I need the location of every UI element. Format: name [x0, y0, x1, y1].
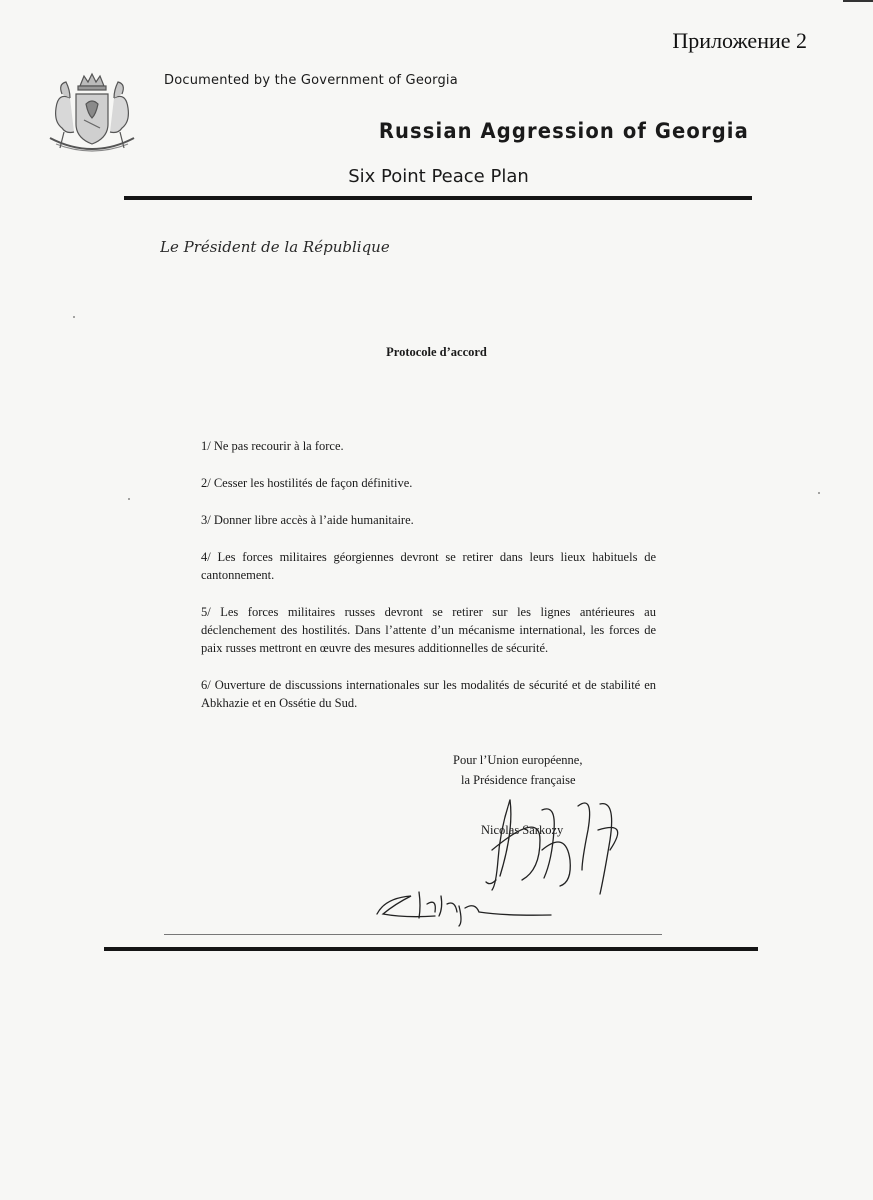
presidential-letterhead [160, 233, 390, 259]
page-subtitle [0, 166, 873, 187]
scan-speck [818, 492, 820, 494]
signature-line-union: Pour l’Union européenne, [453, 753, 583, 767]
footer-divider [104, 947, 758, 951]
point-2: 2/ Cesser les hostilités de façon définitive. [201, 476, 413, 490]
header-divider [124, 196, 752, 200]
protocol-heading: Protocole d’accord [386, 345, 487, 359]
signature-line-presidency: la Présidence française [461, 773, 576, 787]
annex-label: Приложение 2 [672, 28, 807, 53]
signature-block [420, 750, 620, 790]
signature-underline [164, 934, 662, 935]
point-4: 4/ Les forces militaires géorgiennes devront se retirer dans leurs lieux habituels de cantonnement. [201, 550, 656, 582]
coat-of-arms-icon [40, 68, 144, 160]
point-3: 3/ Donner libre accès à l’aide humanitaire. [201, 513, 414, 527]
second-signature-icon [375, 882, 555, 927]
letterhead-text: Le Président de la République [160, 238, 390, 256]
page-title: Russian Aggression of Georgia [378, 119, 749, 143]
scan-speck [128, 498, 130, 500]
documented-by-line: Documented by the Government of Georgia [164, 73, 458, 88]
point-1: 1/ Ne pas recourir à la force. [201, 439, 344, 453]
point-5: 5/ Les forces militaires russes devront se retirer sur les lignes antérieures au déclenchement des hostilités. Dans l’attente d’un mécanisme international, les forces de paix russes mettront en œuvre des mesures additionnelles de sécurité. [201, 605, 656, 655]
points-list [201, 437, 656, 731]
scan-speck [73, 316, 75, 318]
signatory-name: Nicolas Sarkozy [481, 823, 564, 837]
point-6: 6/ Ouverture de discussions internationales sur les modalités de sécurité et de stabilité en Abkhazie et en Ossétie du Sud. [201, 678, 656, 710]
corner-scan-mark [843, 0, 873, 2]
subtitle-text: Six Point Peace Plan [348, 166, 529, 187]
